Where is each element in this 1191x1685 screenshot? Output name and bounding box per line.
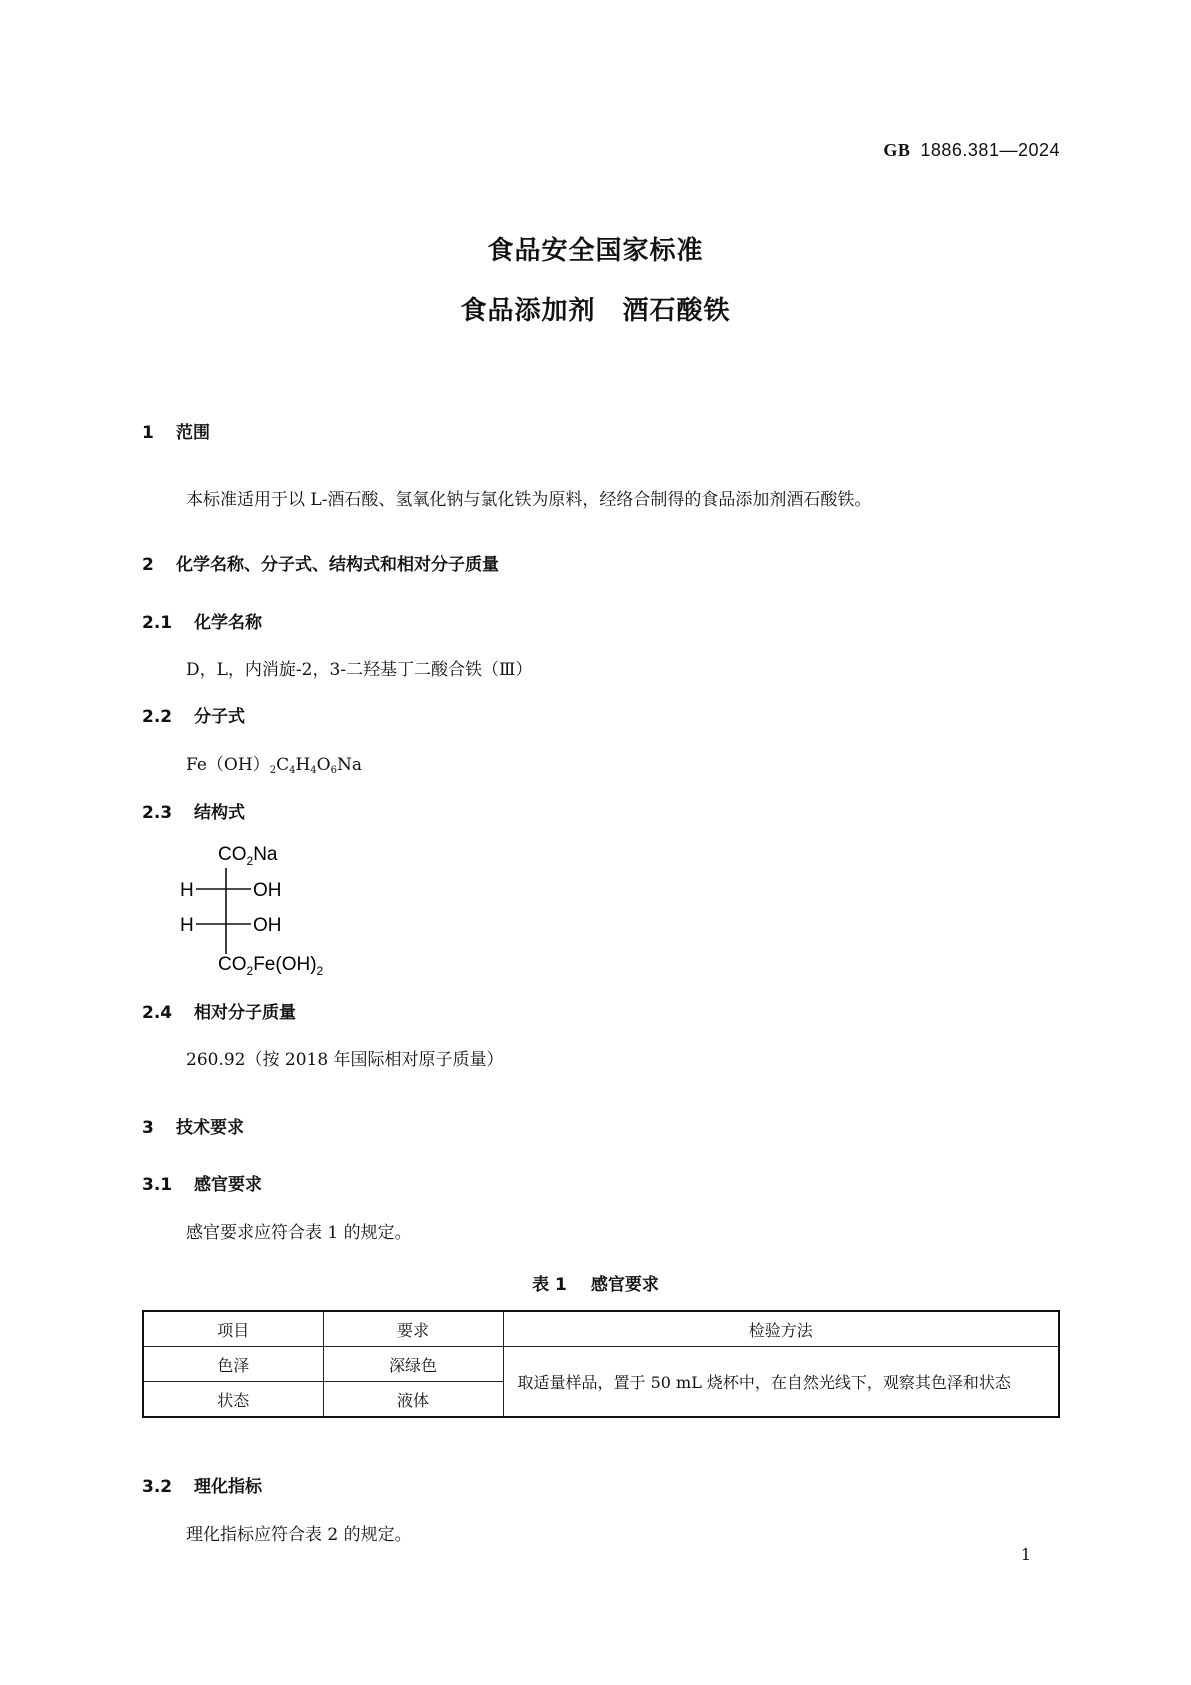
section-number: 2.4 bbox=[142, 1003, 173, 1023]
structural-formula bbox=[175, 840, 375, 980]
formula-part: Fe（OH） bbox=[186, 755, 270, 775]
section-3-2-heading bbox=[142, 1472, 262, 1497]
formula-subscript: 6 bbox=[330, 765, 337, 776]
document-subtitle: 食品添加剂 酒石酸铁 bbox=[460, 296, 731, 326]
structure-h-1: H bbox=[180, 880, 194, 901]
formula-part: C bbox=[276, 755, 290, 775]
section-1-text: 本标准适用于以 L-酒石酸、氢氧化钠与氯化铁为原料，经络合制得的食品添加剂酒石酸铁。 bbox=[186, 490, 872, 510]
section-2-1-heading bbox=[142, 608, 262, 633]
formula-subscript: 4 bbox=[310, 765, 317, 776]
structure-oh-2: OH bbox=[253, 915, 282, 936]
table-cell-method: 取适量样品，置于 50 mL 烧杯中，在自然光线下，观察其色泽和状态 bbox=[503, 1347, 1059, 1418]
section-number: 2.1 bbox=[142, 613, 173, 633]
standard-number: 1886.381—2024 bbox=[920, 140, 1060, 160]
section-title: 相对分子质量 bbox=[194, 1003, 296, 1023]
table-header-cell: 要求 bbox=[323, 1311, 503, 1347]
section-number: 2 bbox=[142, 555, 154, 575]
table-header-row bbox=[143, 1311, 1059, 1347]
section-number: 2.2 bbox=[142, 707, 173, 727]
section-number: 3.2 bbox=[142, 1477, 173, 1497]
table-cell: 液体 bbox=[323, 1382, 503, 1418]
molecular-mass: 260.92（按 2018 年国际相对原子质量） bbox=[186, 1050, 504, 1070]
sensory-requirements-table bbox=[142, 1310, 1060, 1418]
section-3-1-heading bbox=[142, 1170, 262, 1195]
formula-part: H bbox=[295, 755, 311, 775]
table-header-cell: 检验方法 bbox=[503, 1311, 1059, 1347]
document-title: 食品安全国家标准 bbox=[487, 236, 704, 266]
section-1-heading bbox=[142, 418, 210, 443]
section-title: 理化指标 bbox=[194, 1477, 262, 1497]
table-cell: 色泽 bbox=[143, 1347, 323, 1382]
section-3-1-text: 感官要求应符合表 1 的规定。 bbox=[186, 1223, 412, 1243]
molecular-formula bbox=[186, 750, 362, 776]
structure-h-2: H bbox=[180, 915, 194, 936]
table-header-cell: 项目 bbox=[143, 1311, 323, 1347]
standard-code bbox=[883, 140, 1060, 161]
table-cell: 状态 bbox=[143, 1382, 323, 1418]
section-2-2-heading bbox=[142, 702, 245, 727]
section-number: 1 bbox=[142, 423, 154, 443]
section-3-heading bbox=[142, 1113, 244, 1138]
section-title: 范围 bbox=[176, 423, 210, 443]
section-3-2-text: 理化指标应符合表 2 的规定。 bbox=[186, 1525, 412, 1545]
table-caption-title: 感官要求 bbox=[590, 1275, 659, 1295]
structure-top-group: $CO_2Na$ bbox=[218, 844, 278, 868]
section-title: 分子式 bbox=[194, 707, 245, 727]
section-title: 化学名称、分子式、结构式和相对分子质量 bbox=[176, 555, 499, 575]
standard-prefix: GB bbox=[883, 140, 911, 160]
formula-subscript: 2 bbox=[269, 765, 277, 776]
formula-part: Na bbox=[336, 755, 362, 775]
page-number: 1 bbox=[1020, 1545, 1031, 1564]
structure-oh-1: OH bbox=[253, 880, 282, 901]
structure-bottom-group: $CO_2Fe(OH)_2$ bbox=[218, 954, 324, 978]
table-caption-number: 表 1 bbox=[532, 1275, 567, 1295]
chemical-name: D，L，内消旋-2，3-二羟基丁二酸合铁（Ⅲ） bbox=[186, 660, 533, 680]
formula-part: O bbox=[316, 755, 331, 775]
section-2-3-heading bbox=[142, 798, 245, 823]
section-title: 技术要求 bbox=[176, 1118, 244, 1138]
section-2-4-heading bbox=[142, 998, 296, 1023]
section-number: 3.1 bbox=[142, 1175, 173, 1195]
formula-subscript: 4 bbox=[289, 765, 296, 776]
section-title: 感官要求 bbox=[194, 1175, 262, 1195]
section-2-heading bbox=[142, 550, 499, 575]
section-title: 结构式 bbox=[194, 803, 245, 823]
section-number: 3 bbox=[142, 1118, 154, 1138]
table-row bbox=[143, 1347, 1059, 1382]
section-title: 化学名称 bbox=[194, 613, 262, 633]
table-cell: 深绿色 bbox=[323, 1347, 503, 1382]
table-1-caption bbox=[0, 1270, 1191, 1295]
section-number: 2.3 bbox=[142, 803, 173, 823]
